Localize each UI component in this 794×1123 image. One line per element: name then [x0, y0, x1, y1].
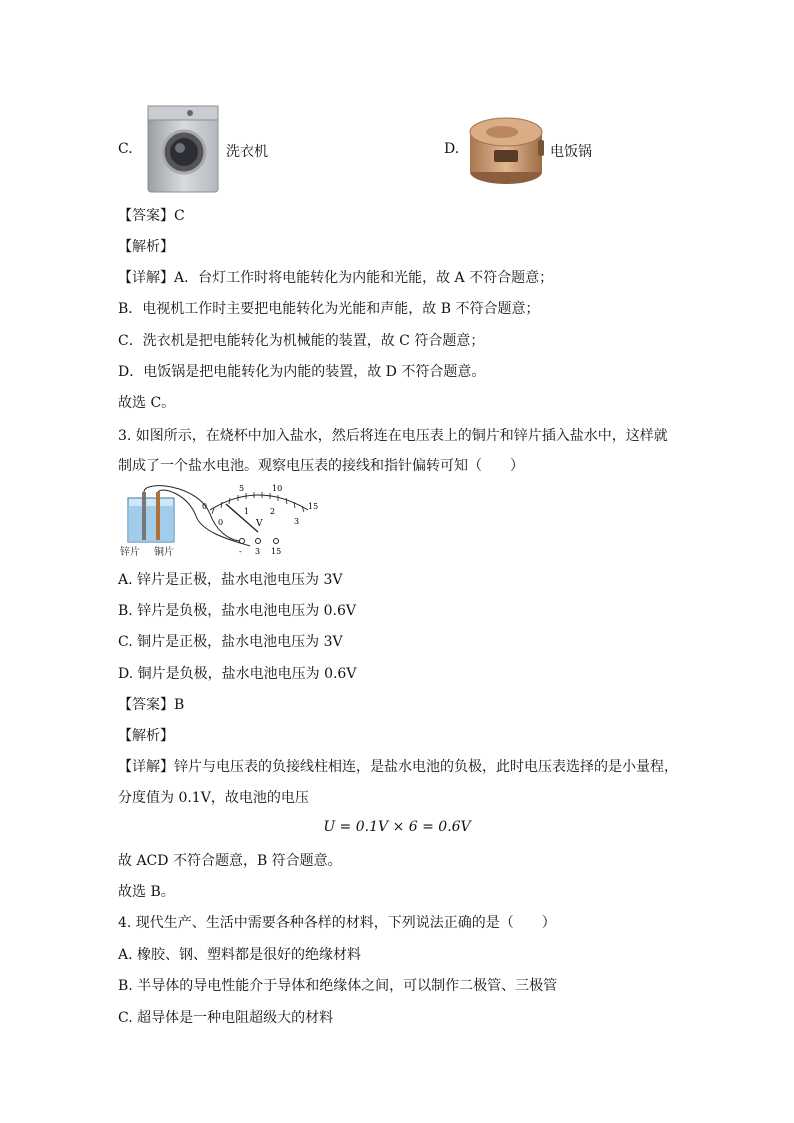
q3-formula: U = 0.1V × 6 = 0.6V: [323, 819, 471, 835]
terminal-3-label: 3: [255, 547, 261, 556]
scale-big-5: 5: [239, 484, 245, 493]
scale-small-3: 3: [294, 517, 300, 526]
option-d-text: 电饭锅: [550, 144, 592, 160]
q4-option-a: A. 橡胶、钢、塑料都是很好的绝缘材料: [118, 947, 362, 963]
q3-stem-line1: 3. 如图所示，在烧杯中加入盐水，然后将连在电压表上的铜片和锌片插入盐水中，这样就: [118, 428, 668, 444]
scale-small-2: 2: [270, 507, 276, 516]
q4-option-b: B. 半导体的导电性能介于导体和绝缘体之间，可以制作二极管、三极管: [118, 978, 558, 994]
option-c-label: C.: [118, 141, 133, 157]
zinc-label: 锌片: [120, 547, 140, 558]
zinc-plate-shape: [142, 492, 146, 540]
q3-option-a: A. 锌片是正极，盐水电池电压为 3V: [118, 572, 343, 588]
q3-answer: 【答案】B: [118, 697, 185, 713]
q2-detail-c: C．洗衣机是把电能转化为机械能的装置，故 C 符合题意；: [118, 333, 485, 349]
q2-analysis-heading: 【解析】: [118, 239, 174, 255]
q3-option-b: B. 锌片是负极，盐水电池电压为 0.6V: [118, 603, 357, 619]
terminal-neg-shape: [240, 539, 245, 544]
scale-big-0: 0: [202, 502, 208, 511]
q3-detail-1: 【详解】锌片与电压表的负接线柱相连，是盐水电池的负极，此时电压表选择的是小量程，: [118, 759, 678, 775]
terminal-3-shape: [256, 539, 261, 544]
copper-plate-shape: [156, 492, 160, 540]
unit-label: V: [256, 519, 263, 529]
meter-arc-shape: [210, 495, 308, 510]
q3-detail-3: 故 ACD 不符合题意，B 符合题意。: [118, 853, 342, 869]
q3-option-c: C. 铜片是正极，盐水电池电压为 3V: [118, 634, 343, 650]
option-d-label: D.: [444, 141, 460, 157]
q4-stem: 4. 现代生产、生活中需要各种各样的材料，下列说法正确的是（ ）: [118, 915, 556, 931]
q2-answer: 【答案】C: [118, 208, 185, 224]
q2-detail-a: 【详解】A．台灯工作时将电能转化为内能和光能，故 A 不符合题意；: [118, 270, 554, 286]
q3-option-d: D. 铜片是负极，盐水电池电压为 0.6V: [118, 666, 357, 682]
copper-label: 铜片: [154, 547, 174, 558]
rice-cooker-image: [466, 110, 546, 188]
meter-pointer-shape: [226, 504, 258, 532]
washing-machine-image: [146, 104, 220, 194]
q3-conclusion: 故选 B。: [118, 884, 175, 900]
terminal-15-shape: [274, 539, 279, 544]
scale-big-15: 15: [308, 502, 319, 511]
scale-small-1: 1: [244, 507, 250, 516]
q3-stem-line2: 制成了一个盐水电池。观察电压表的接线和指针偏转可知（ ）: [118, 458, 524, 474]
option-c-text: 洗衣机: [226, 144, 268, 160]
terminal-15-label: 15: [271, 547, 282, 556]
scale-big-10: 10: [272, 484, 283, 493]
terminal-neg-label: -: [239, 547, 242, 556]
q2-detail-d: D．电饭锅是把电能转化为内能的装置，故 D 不符合题意。: [118, 364, 486, 380]
q2-detail-b: B．电视机工作时主要把电能转化为光能和声能，故 B 不符合题意；: [118, 301, 540, 317]
salt-battery-figure: [118, 484, 328, 560]
q3-detail-2: 分度值为 0.1V，故电池的电压: [118, 790, 309, 806]
q4-option-c: C. 超导体是一种电阻超级大的材料: [118, 1010, 334, 1026]
salt-water-shape: [128, 506, 174, 542]
q2-conclusion: 故选 C。: [118, 395, 176, 411]
scale-small-0: 0: [218, 518, 224, 527]
q3-analysis-heading: 【解析】: [118, 728, 174, 744]
